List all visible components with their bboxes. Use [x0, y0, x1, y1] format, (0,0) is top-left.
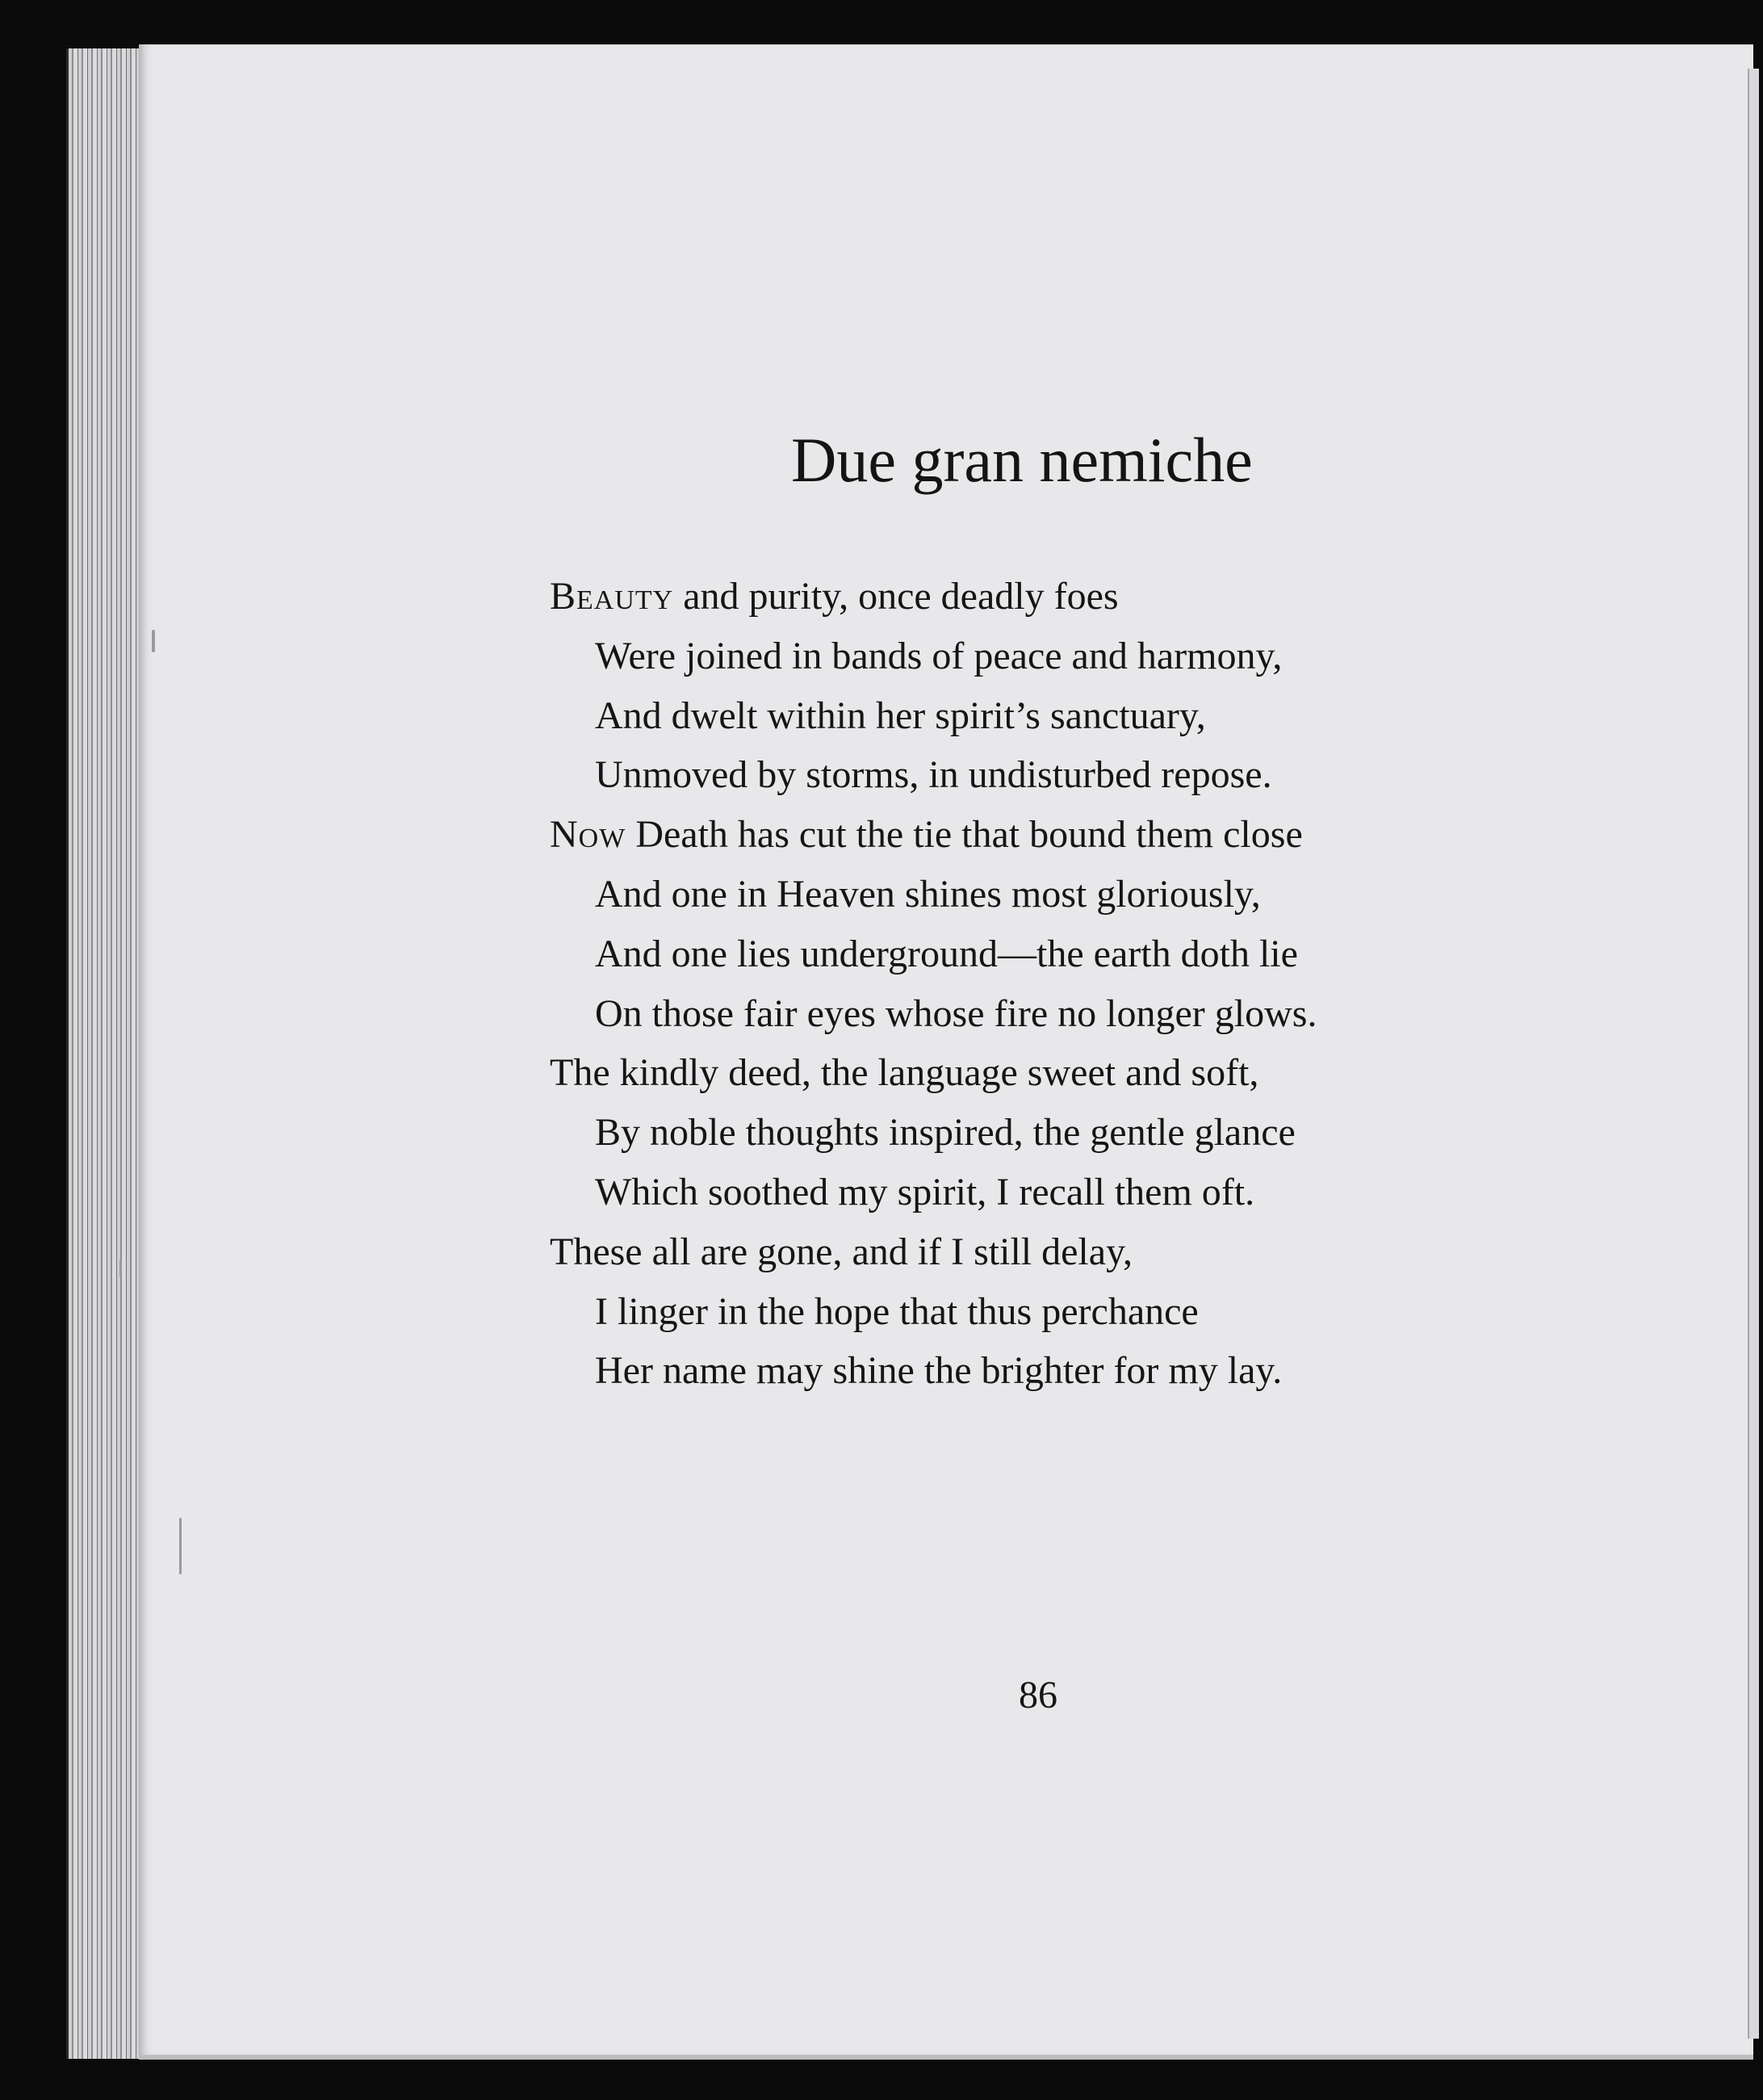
scan-speck [179, 1518, 182, 1574]
small-caps-lead: Beauty [550, 575, 674, 618]
poem-line: By noble thoughts inspired, the gentle glance [595, 1111, 1296, 1155]
poem-line: Which soothed my spirit, I recall them oft. [595, 1170, 1255, 1213]
poem-title: Due gran nemiche [791, 425, 1253, 495]
poem-line: And dwelt within her spirit’s sanctuary, [595, 694, 1206, 737]
small-caps-lead: Now [550, 813, 626, 857]
poem-line: Beauty and purity, once deadly foes [550, 575, 1119, 618]
poem-line: On those fair eyes whose fire no longer glows. [595, 991, 1317, 1035]
page-right-edge [1748, 69, 1759, 2039]
scan-speck [152, 630, 155, 652]
poem-line: Were joined in bands of peace and harmony, [595, 634, 1283, 677]
poem-line: These all are gone, and if I still delay, [550, 1230, 1133, 1273]
poem-line: The kindly deed, the language sweet and soft, [550, 1051, 1259, 1095]
poem-line: Now Death has cut the tie that bound them close [550, 813, 1303, 857]
poem-line: I linger in the hope that thus perchance [595, 1289, 1199, 1333]
poem-line: And one lies underground—the earth doth lie [595, 932, 1298, 975]
poem-line: Her name may shine the brighter for my lay. [595, 1349, 1283, 1393]
page-number: 86 [1019, 1674, 1057, 1716]
poem-line: Unmoved by storms, in undisturbed repose. [595, 753, 1272, 797]
poem-body [550, 567, 1317, 1401]
poem-line: And one in Heaven shines most gloriously, [595, 872, 1261, 916]
scan-speck [119, 1260, 122, 1277]
